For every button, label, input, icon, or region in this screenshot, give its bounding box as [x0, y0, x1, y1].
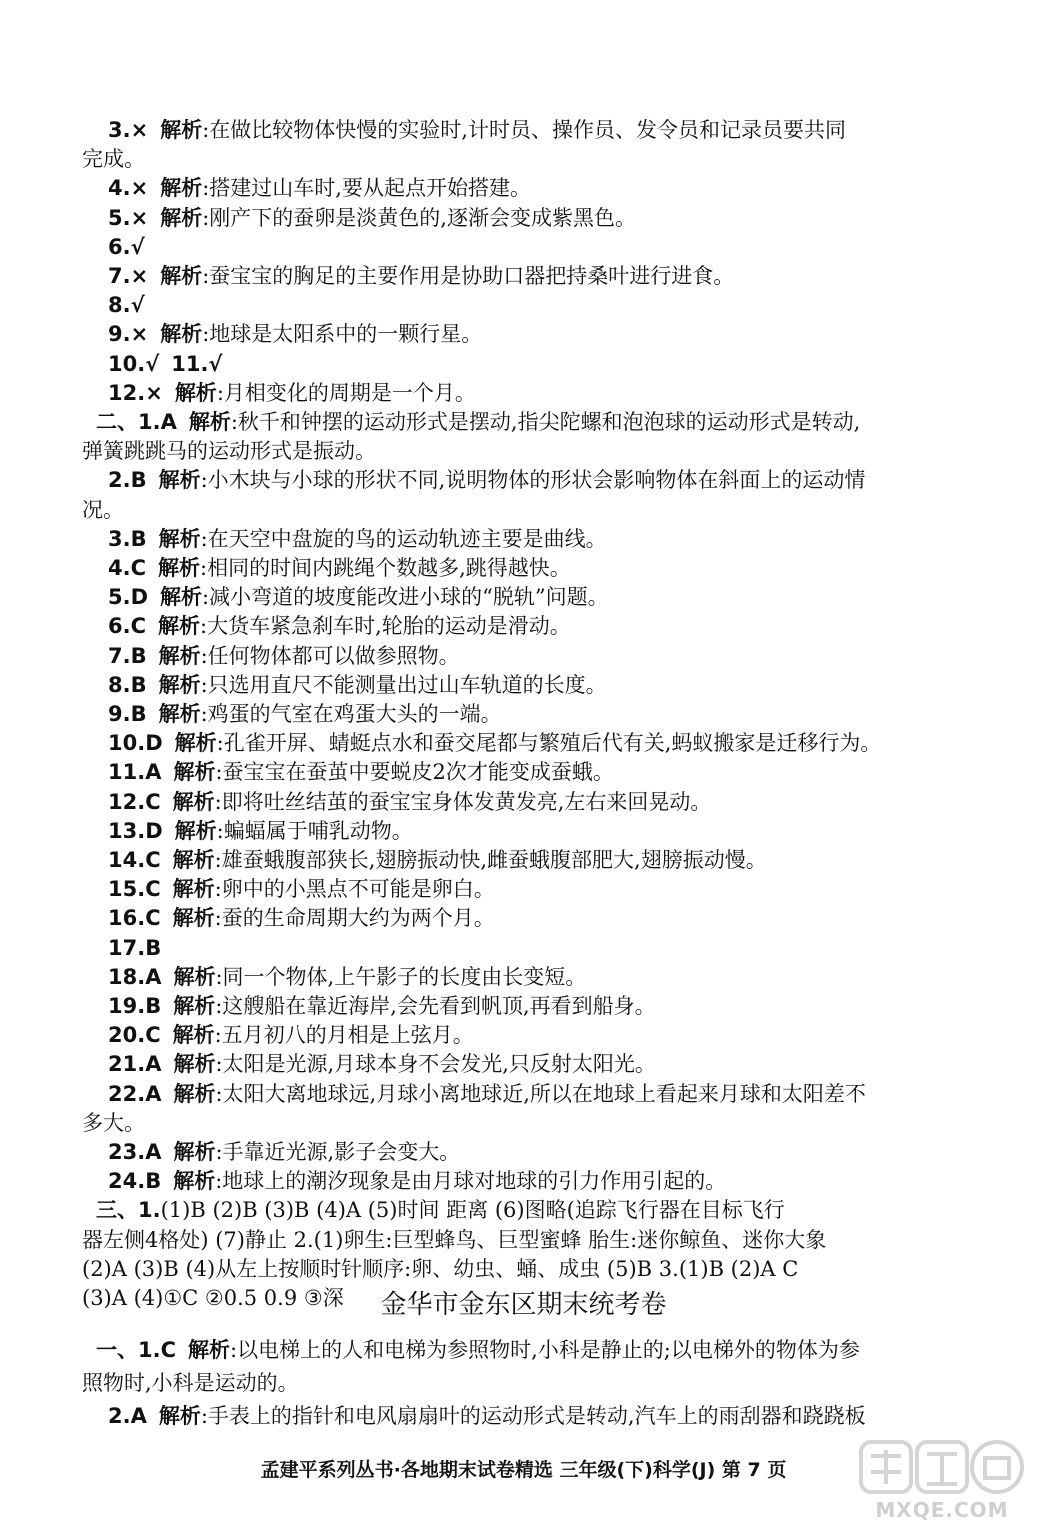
analysis-label: 解析	[172, 877, 215, 901]
analysis-text: :手靠近光源,影子会变大。	[215, 1140, 461, 1164]
answer-mark: C	[130, 556, 147, 580]
answer-line	[0, 465, 1047, 495]
question-number: 14.	[108, 848, 146, 872]
question-number: 2.	[108, 468, 131, 492]
answer-mark: A	[145, 1082, 162, 1106]
answer-mark: ×	[145, 381, 163, 405]
analysis-label: 解析	[160, 206, 203, 230]
answer-line	[0, 495, 1047, 525]
answer-mark: A	[130, 1404, 147, 1428]
analysis-text: :地球上的潮汐现象是由月球对地球的引力作用引起的。	[215, 1169, 727, 1193]
question-number: 10.	[108, 352, 146, 376]
analysis-label: 解析	[173, 994, 216, 1018]
analysis-label: 解析	[172, 790, 215, 814]
analysis-text: :地球是太阳系中的一颗行星。	[202, 322, 483, 346]
page-footer: 孟建平系列丛书·各地期末试卷精选 三年级(下)科学(J) 第 7 页	[260, 1459, 787, 1481]
answer-mark: √	[130, 293, 145, 317]
answer-line	[0, 1166, 1047, 1196]
answer-line	[0, 582, 1047, 612]
answer-mark: A	[145, 1140, 162, 1164]
watermark-url: MXQE.COM	[875, 1498, 1009, 1522]
answer-mark: B	[130, 527, 147, 551]
answer-line	[0, 144, 1047, 174]
answer-line	[0, 816, 1047, 846]
answer-mark: D	[145, 819, 163, 843]
analysis-text: :雄蚕蛾腹部狭长,翅膀振动快,雌蚕蛾腹部肥大,翅膀振动慢。	[214, 848, 767, 872]
analysis-label: 解析	[160, 118, 203, 142]
analysis-label: 解析	[173, 1082, 216, 1106]
analysis-text: 况。	[82, 498, 124, 522]
question-number: 3.	[108, 527, 131, 551]
answer-mark: ×	[130, 264, 149, 288]
question-number: 二、1.	[96, 410, 161, 434]
analysis-text: 照物时,小科是运动的。	[82, 1371, 299, 1395]
analysis-label: 解析	[158, 468, 201, 492]
analysis-text: :这艘船在靠近海岸,会先看到帆顶,再看到船身。	[215, 994, 656, 1018]
answer-line	[0, 641, 1047, 671]
question-number: 三、1.	[96, 1198, 161, 1222]
answer-line	[0, 261, 1047, 291]
question-number: 24.	[108, 1169, 146, 1193]
question-number: 5.	[108, 585, 131, 609]
analysis-label: 解析	[173, 1052, 216, 1076]
answer-line	[0, 1020, 1047, 1050]
analysis-label: 解析	[158, 614, 201, 638]
question-number: 15.	[108, 877, 146, 901]
answer-line	[0, 845, 1047, 875]
analysis-label: 解析	[158, 673, 201, 697]
question-number: 9.	[108, 322, 131, 346]
analysis-text: :即将吐丝结茧的蚕宝宝身体发黄发亮,左右来回晃动。	[214, 790, 712, 814]
analysis-label: 解析	[173, 760, 216, 784]
analysis-text: :蚕宝宝的胸足的主要作用是协助口器把持桑叶进行进食。	[202, 264, 735, 288]
question-number: 8.	[108, 293, 131, 317]
answer-line	[0, 728, 1047, 758]
analysis-label: 解析	[172, 1023, 215, 1047]
question-number: 8.	[108, 673, 131, 697]
answer-line	[0, 933, 1047, 963]
analysis-label: 解析	[160, 176, 203, 200]
analysis-label: 解析	[158, 644, 201, 668]
analysis-label: 解析	[188, 1338, 231, 1362]
answer-line	[0, 1137, 1047, 1167]
answer-mark: D	[145, 731, 163, 755]
question-number: 11.	[108, 760, 146, 784]
answer-line	[0, 757, 1047, 787]
watermark	[857, 1436, 1027, 1526]
answer-mark: B	[145, 936, 162, 960]
analysis-text: :鸡蛋的气室在鸡蛋大头的一端。	[200, 702, 502, 726]
question-number: 22.	[108, 1082, 146, 1106]
answer-mark: D	[130, 585, 149, 609]
analysis-label: 解析	[158, 556, 201, 580]
analysis-label: 解析	[174, 381, 217, 405]
answer-mark: ×	[130, 118, 149, 142]
analysis-text: :小木块与小球的形状不同,说明物体的形状会影响物体在斜面上的运动情	[200, 468, 866, 492]
exam-heading: 金华市金东区期末统考卷	[380, 1290, 667, 1320]
answer-line	[0, 1401, 1047, 1431]
answer-mark: B	[130, 644, 147, 668]
answer-line	[0, 1108, 1047, 1138]
analysis-text: :在做比较物体快慢的实验时,计时员、操作员、发令员和记录员要共同	[202, 118, 846, 142]
analysis-text: :蚕的生命周期大约为两个月。	[214, 906, 495, 930]
question-number: 4.	[108, 556, 131, 580]
answer-line	[0, 232, 1047, 262]
analysis-text: (3)A (4)①C ②0.5 0.9 ③深	[82, 1286, 344, 1310]
analysis-text: :蚕宝宝在蚕茧中要蜕皮2次才能变成蚕蛾。	[215, 760, 614, 784]
answer-line	[0, 319, 1047, 349]
analysis-label: 解析	[160, 585, 203, 609]
answer-line	[0, 115, 1047, 145]
watermark-logo-icon	[857, 1436, 1027, 1498]
answer-mark: √	[208, 352, 223, 376]
analysis-text: 器左侧4格处) (7)静止 2.(1)卵生:巨型蜂鸟、巨型蜜蜂 胎生:迷你鲸鱼、迷你大象	[82, 1228, 827, 1252]
analysis-text: 完成。	[82, 147, 145, 171]
answer-line	[0, 874, 1047, 904]
question-number: 19.	[108, 994, 146, 1018]
answer-mark: A	[145, 1052, 162, 1076]
answer-mark: B	[130, 673, 147, 697]
analysis-text: 弹簧跳跳马的运动形式是振动。	[82, 439, 376, 463]
analysis-text: 多大。	[82, 1111, 145, 1135]
answer-line	[0, 1335, 1047, 1365]
question-number: 一、1.	[96, 1338, 161, 1362]
analysis-text: :只选用直尺不能测量出过山车轨道的长度。	[200, 673, 607, 697]
analysis-label: 解析	[173, 1140, 216, 1164]
answer-line	[0, 378, 1047, 408]
analysis-label: 解析	[158, 527, 201, 551]
answer-line	[0, 1195, 1047, 1225]
analysis-text: :任何物体都可以做参照物。	[200, 644, 460, 668]
analysis-text: :月相变化的周期是一个月。	[216, 381, 476, 405]
answer-mark: B	[145, 1169, 162, 1193]
question-number: 6.	[108, 235, 131, 259]
analysis-text: :减小弯道的坡度能改进小球的“脱轨”问题。	[202, 585, 609, 609]
question-number: 17.	[108, 936, 146, 960]
answer-mark: C	[130, 614, 147, 638]
answer-line	[0, 173, 1047, 203]
question-number: 12.	[108, 790, 146, 814]
analysis-label: 解析	[160, 264, 203, 288]
analysis-label: 解析	[160, 322, 203, 346]
answer-mark: A	[145, 760, 162, 784]
analysis-label: 解析	[172, 906, 215, 930]
analysis-text: :以电梯上的人和电梯为参照物时,小科是静止的;以电梯外的物体为参	[230, 1338, 860, 1362]
analysis-label: 解析	[172, 848, 215, 872]
analysis-text: :刚产下的蚕卵是淡黄色的,逐渐会变成紫黑色。	[202, 206, 636, 230]
question-number: 23.	[108, 1140, 146, 1164]
question-number: 7.	[108, 644, 131, 668]
answer-line	[0, 524, 1047, 554]
answer-line	[0, 699, 1047, 729]
analysis-text: :太阳大离地球远,月球小离地球近,所以在地球上看起来月球和太阳差不	[215, 1082, 866, 1106]
question-number: 18.	[108, 965, 146, 989]
analysis-label: 解析	[174, 819, 217, 843]
answer-line	[0, 1254, 1047, 1284]
answer-mark: C	[160, 1338, 177, 1362]
analysis-text: :搭建过山车时,要从起点开始搭建。	[202, 176, 531, 200]
analysis-text: :蝙蝠属于哺乳动物。	[216, 819, 413, 843]
answer-mark: ×	[130, 322, 149, 346]
question-number: 3.	[108, 118, 131, 142]
analysis-text: :在天空中盘旋的鸟的运动轨迹主要是曲线。	[200, 527, 607, 551]
question-number: 16.	[108, 906, 146, 930]
analysis-label: 解析	[173, 1169, 216, 1193]
analysis-text: :相同的时间内跳绳个数越多,跳得越快。	[200, 556, 571, 580]
analysis-text: :太阳是光源,月球本身不会发光,只反射太阳光。	[215, 1052, 656, 1076]
answer-line	[0, 1079, 1047, 1109]
answer-mark: A	[145, 965, 162, 989]
answer-mark: ×	[130, 176, 149, 200]
answer-line	[0, 903, 1047, 933]
question-number: 21.	[108, 1052, 146, 1076]
answer-line	[0, 290, 1047, 320]
analysis-text: :手表上的指针和电风扇扇叶的运动形式是转动,汽车上的雨刮器和跷跷板	[200, 1404, 866, 1428]
question-number: 20.	[108, 1023, 146, 1047]
answer-mark: √	[145, 352, 160, 376]
question-number: 7.	[108, 264, 131, 288]
answer-line	[0, 787, 1047, 817]
question-number: 4.	[108, 176, 131, 200]
analysis-text: (2)A (3)B (4)从左上按顺时针顺序:卵、幼虫、蛹、成虫 (5)B 3.(1)B (2)A C	[82, 1257, 799, 1281]
answer-line	[0, 611, 1047, 641]
answer-mark: C	[145, 790, 161, 814]
analysis-label: 解析	[188, 410, 231, 434]
answer-line	[0, 436, 1047, 466]
question-number: 5.	[108, 206, 131, 230]
answer-line	[0, 991, 1047, 1021]
answer-line	[0, 1368, 1047, 1398]
analysis-text: :孔雀开屏、蜻蜓点水和蚕交尾都与繁殖后代有关,蚂蚁搬家是迁移行为。	[216, 731, 882, 755]
analysis-label: 解析	[173, 965, 216, 989]
answer-mark: ×	[130, 206, 149, 230]
analysis-text: :五月初八的月相是上弦月。	[214, 1023, 474, 1047]
analysis-label: 解析	[174, 731, 217, 755]
analysis-text: :卵中的小黑点不可能是卵白。	[214, 877, 495, 901]
answer-mark: B	[130, 468, 147, 492]
analysis-label: 解析	[158, 702, 201, 726]
answer-mark: B	[145, 994, 162, 1018]
answer-line	[0, 203, 1047, 233]
question-number: 13.	[108, 819, 146, 843]
analysis-text: :大货车紧急刹车时,轮胎的运动是滑动。	[200, 614, 571, 638]
answer-mark: A	[160, 410, 177, 434]
answer-mark: B	[130, 702, 147, 726]
answer-line	[0, 553, 1047, 583]
analysis-text: (1)B (2)B (3)B (4)A (5)时间 距离 (6)图略(追踪飞行器在目标飞行	[160, 1198, 785, 1222]
answer-mark: C	[145, 1023, 161, 1047]
answer-mark: √	[130, 235, 145, 259]
analysis-text: :同一个物体,上午影子的长度由长变短。	[215, 965, 587, 989]
answer-line	[0, 1225, 1047, 1255]
question-number: 11.	[171, 352, 209, 376]
question-number: 2.	[108, 1404, 131, 1428]
question-number: 10.	[108, 731, 146, 755]
answer-mark: C	[145, 848, 161, 872]
answer-line	[0, 349, 1047, 379]
analysis-text: :秋千和钟摆的运动形式是摆动,指尖陀螺和泡泡球的运动形式是转动,	[230, 410, 861, 434]
answer-mark: C	[145, 906, 161, 930]
question-number: 6.	[108, 614, 131, 638]
analysis-label: 解析	[158, 1404, 201, 1428]
answer-line	[0, 670, 1047, 700]
answer-line	[0, 407, 1047, 437]
question-number: 9.	[108, 702, 131, 726]
answer-line	[0, 1049, 1047, 1079]
question-number: 12.	[108, 381, 146, 405]
answer-line	[0, 962, 1047, 992]
answer-mark: C	[145, 877, 161, 901]
